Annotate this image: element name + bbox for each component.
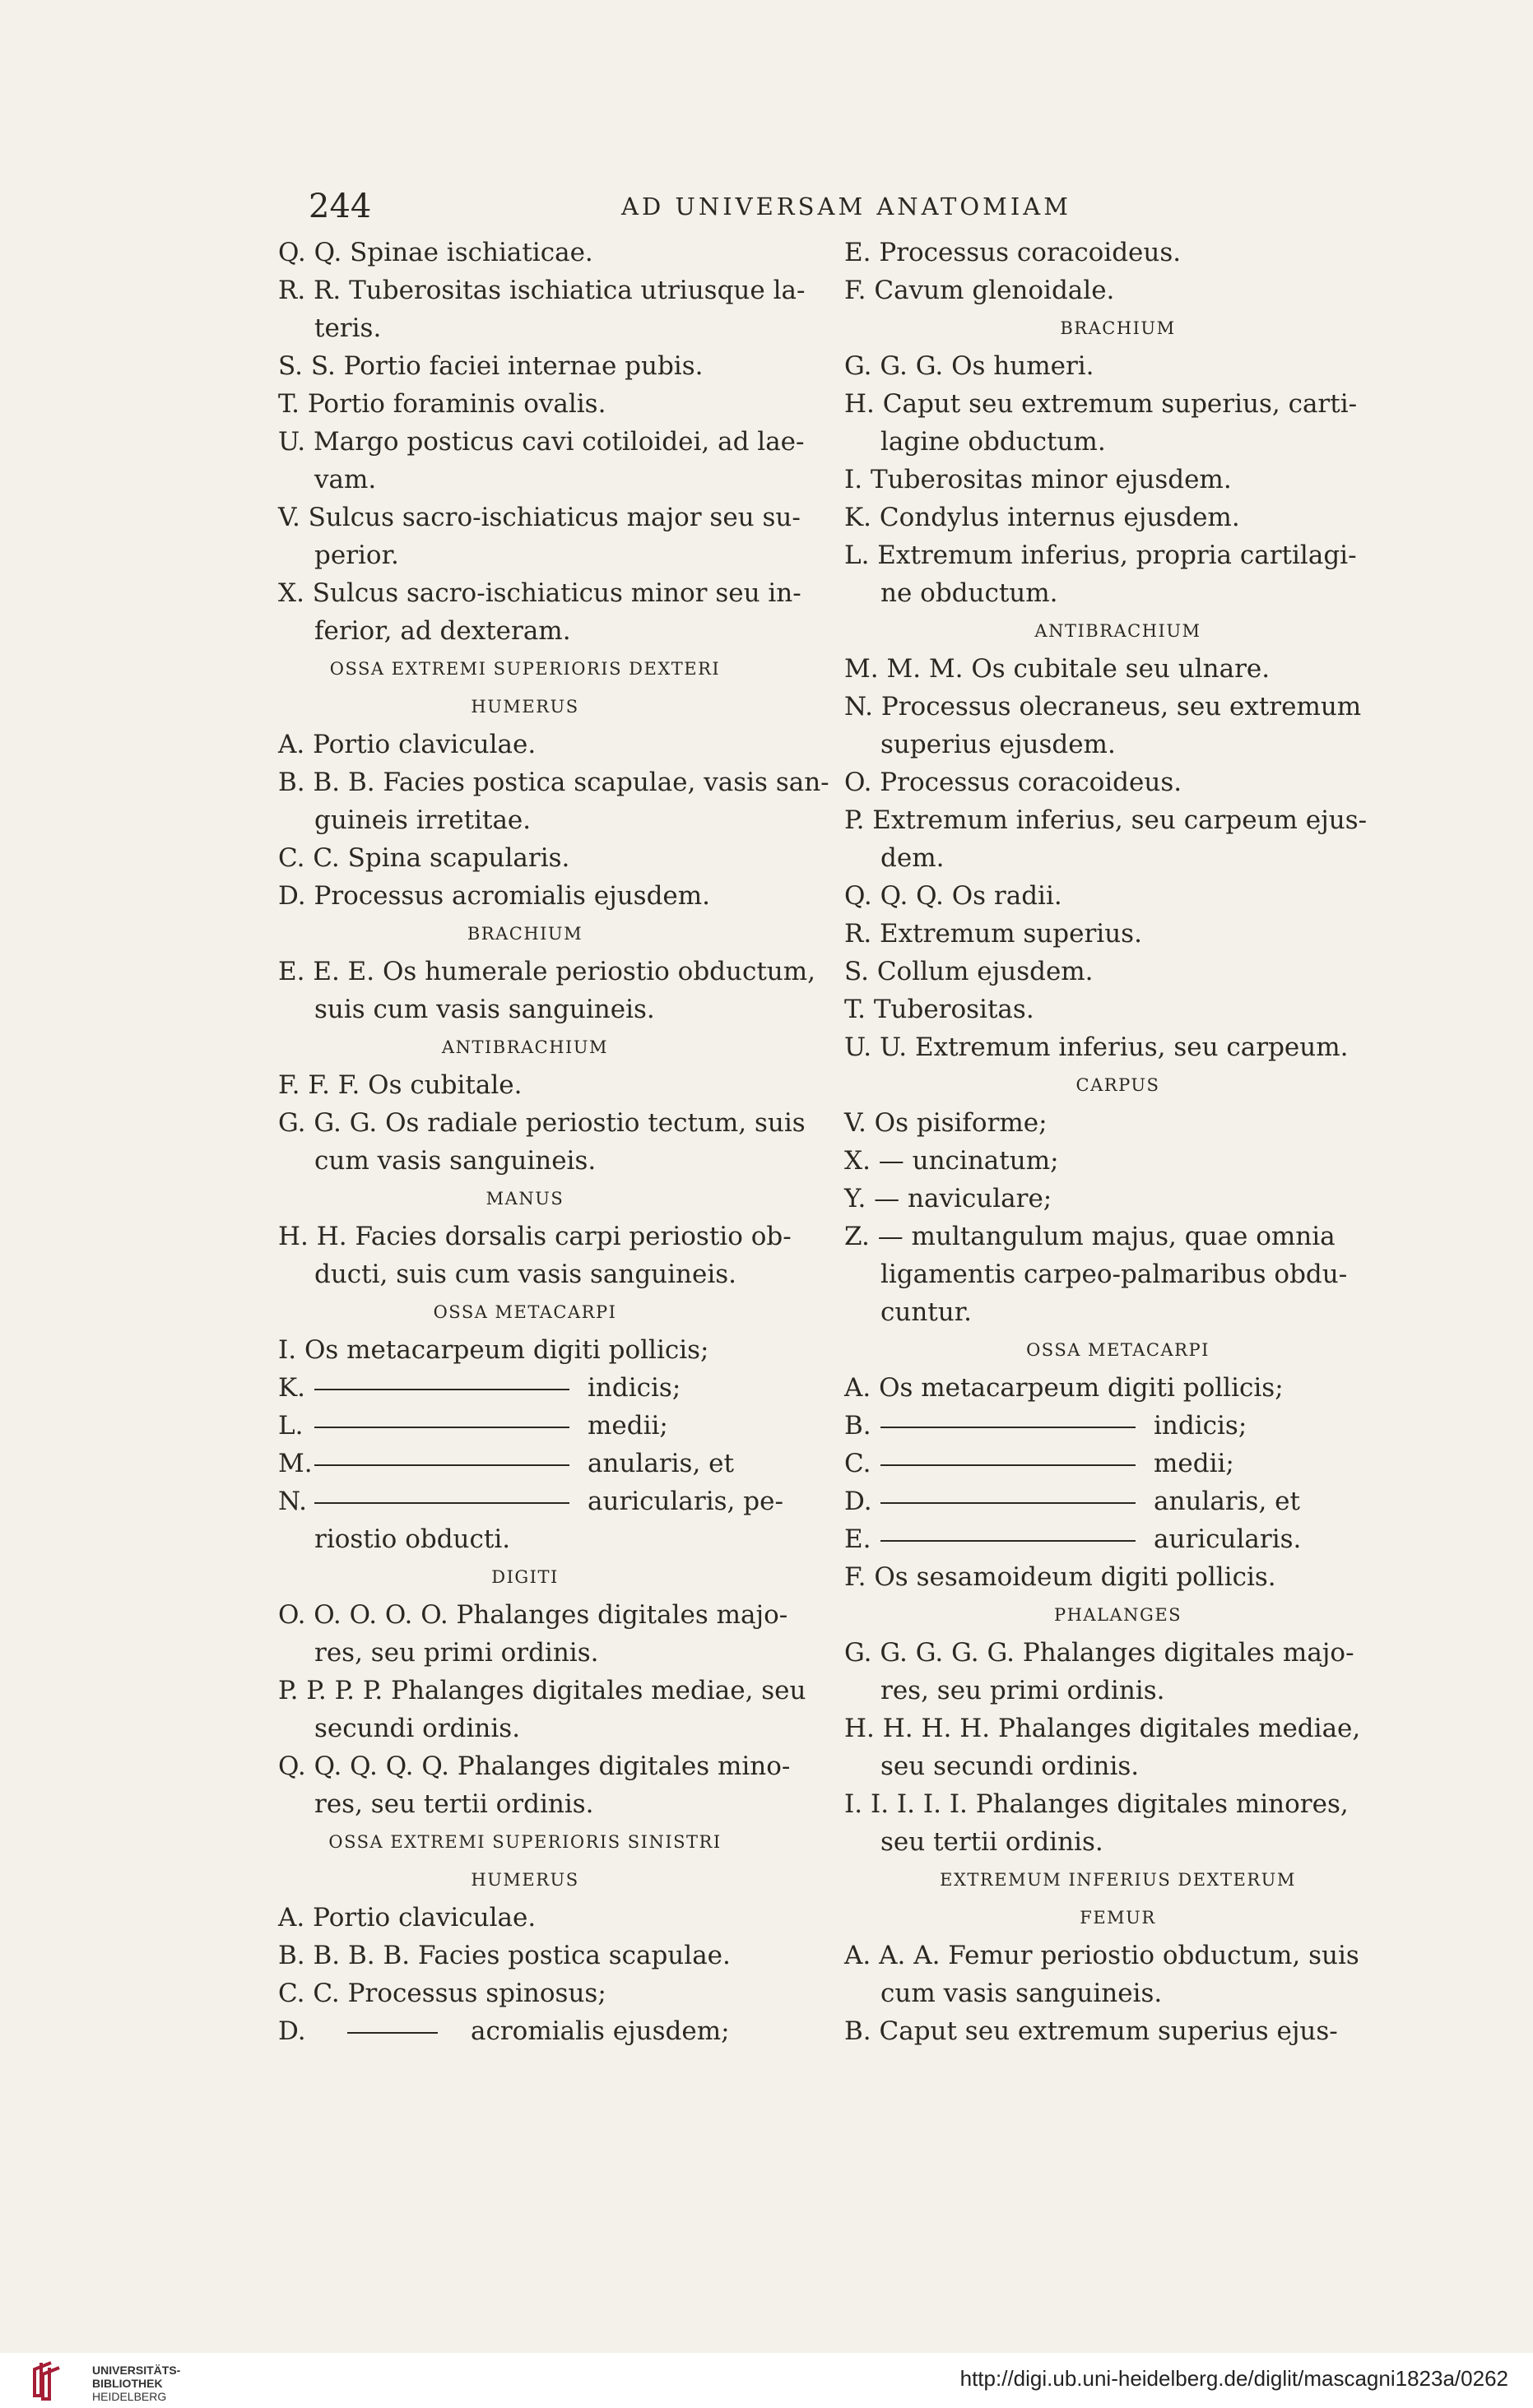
text-line: I. Tuberositas minor ejusdem. (844, 465, 1232, 494)
text-line: O. Processus coracoideus. (844, 768, 1182, 797)
line-label: N. (278, 1487, 307, 1516)
text-line: F. F. F. Os cubitale. (278, 1070, 523, 1100)
text-line: vam. (314, 465, 377, 494)
running-head (309, 188, 1395, 229)
running-title: AD UNIVERSAM ANATOMIAM (621, 193, 1071, 220)
text-line: B. Caput seu extremum superius ejus- (844, 2016, 1338, 2046)
section-heading: BRACHIUM (1060, 318, 1176, 338)
ditto-rule (347, 2032, 438, 2034)
line-label: L. (278, 1411, 304, 1441)
text-line: U. U. Extremum inferius, seu carpeum. (844, 1032, 1349, 1062)
text-line: ne obductum. (880, 578, 1058, 608)
text-line: B. B. B. Facies postica scapulae, vasis san- (278, 768, 829, 797)
section-heading: OSSA EXTREMI SUPERIORIS SINISTRI (328, 1832, 722, 1852)
text-line: D. Processus acromialis ejusdem. (278, 881, 711, 911)
line-text: anularis, et (588, 1449, 734, 1478)
text-line: E. E. E. Os humerale periostio obductum, (278, 957, 816, 986)
line-label: D. (278, 2016, 306, 2046)
text-line: guineis irretitae. (314, 805, 532, 835)
text-line: O. O. O. O. O. Phalanges digitales majo- (278, 1600, 788, 1630)
text-line: seu tertii ordinis. (880, 1827, 1103, 1857)
text-line-ditto (278, 1482, 783, 1520)
text-line: res, seu primi ordinis. (880, 1676, 1165, 1705)
text-line: N. Processus olecraneus, seu extremum (844, 692, 1362, 721)
library-name: UNIVERSITÄTS- BIBLIOTHEK HEIDELBERG (92, 2364, 181, 2403)
line-text: medii; (1154, 1449, 1234, 1478)
text-line: S. Collum ejusdem. (844, 957, 1094, 986)
text-line: Y. — naviculare; (844, 1184, 1052, 1213)
line-text: medii; (588, 1411, 668, 1441)
line-label: C. (844, 1449, 871, 1478)
text-line-ditto (844, 1407, 1391, 1445)
text-line: G. G. G. G. G. Phalanges digitales majo- (844, 1638, 1354, 1668)
text-line: R. R. Tuberositas ischiatica utriusque la- (278, 276, 806, 305)
text-line: cum vasis sanguineis. (314, 1146, 597, 1176)
line-label: K. (278, 1373, 306, 1403)
text-line: H. H. Facies dorsalis carpi periostio ob- (278, 1222, 792, 1251)
text-line-ditto (844, 1482, 1391, 1520)
ditto-rule (314, 1502, 569, 1504)
line-label: M. (278, 1449, 313, 1478)
section-heading: BRACHIUM (467, 924, 583, 944)
section-heading: OSSA EXTREMI SUPERIORIS DEXTERI (329, 659, 721, 679)
text-line: cuntur. (880, 1297, 972, 1327)
text-line: ligamentis carpeo-palmaribus obdu- (880, 1260, 1348, 1289)
section-heading: HUMERUS (471, 697, 579, 717)
page-number: 244 (309, 188, 372, 225)
text-line: suis cum vasis sanguineis. (314, 995, 655, 1024)
text-line: Q. Q. Q. Q. Q. Phalanges digitales mino- (278, 1751, 791, 1781)
text-line: F. Cavum glenoidale. (844, 276, 1115, 305)
text-line: perior. (314, 541, 399, 570)
text-line: ducti, suis cum vasis sanguineis. (314, 1260, 737, 1289)
text-line: K. Condylus internus ejusdem. (844, 503, 1240, 532)
text-line-ditto (278, 1369, 772, 1407)
text-line-ditto (278, 1407, 772, 1445)
text-line: M. M. M. Os cubitale seu ulnare. (844, 654, 1271, 684)
text-line: G. G. G. Os humeri. (844, 351, 1094, 381)
text-line: V. Sulcus sacro-ischiaticus major seu su- (278, 503, 801, 532)
text-line: B. B. B. B. Facies postica scapulae. (278, 1941, 731, 1970)
text-line-ditto (278, 1445, 772, 1482)
text-line: res, seu tertii ordinis. (314, 1789, 594, 1819)
text-line: T. Portio foraminis ovalis. (278, 389, 606, 419)
text-line: lagine obductum. (880, 427, 1106, 457)
ditto-rule (880, 1464, 1136, 1466)
text-line: U. Margo posticus cavi cotiloidei, ad lae- (278, 427, 805, 457)
text-line: C. C. Spina scapularis. (278, 843, 570, 873)
line-text: indicis; (588, 1373, 681, 1403)
section-heading: MANUS (485, 1189, 564, 1209)
text-line-ditto (844, 1520, 1391, 1558)
text-line: V. Os pisiforme; (844, 1108, 1048, 1138)
ditto-rule (314, 1427, 569, 1428)
text-line-ditto (278, 2012, 772, 2050)
ditto-rule (880, 1540, 1136, 1542)
section-heading: ANTIBRACHIUM (441, 1037, 609, 1057)
text-line: H. Caput seu extremum superius, carti- (844, 389, 1358, 419)
section-heading: FEMUR (1080, 1908, 1156, 1928)
text-line: teris. (314, 313, 382, 343)
text-line: R. Extremum superius. (844, 919, 1142, 949)
ditto-rule (314, 1389, 569, 1390)
text-line: cum vasis sanguineis. (880, 1979, 1163, 2008)
text-line: L. Extremum inferius, propria cartilagi- (844, 541, 1357, 570)
line-text: anularis, et (1154, 1487, 1300, 1516)
text-line: Q. Q. Spinae ischiaticae. (278, 238, 593, 267)
text-line: E. Processus coracoideus. (844, 238, 1182, 267)
viewer-footer (0, 2353, 1533, 2408)
text-line: A. Os metacarpeum digiti pollicis; (844, 1373, 1284, 1403)
text-line: A. A. A. Femur periostio obductum, suis (844, 1941, 1359, 1970)
text-line: G. G. G. Os radiale periostio tectum, suis (278, 1108, 806, 1138)
right-column (844, 234, 1391, 2050)
ditto-rule (880, 1502, 1136, 1504)
section-heading: CARPUS (1075, 1075, 1160, 1095)
text-line: A. Portio claviculae. (278, 1903, 537, 1932)
text-line: res, seu primi ordinis. (314, 1638, 599, 1668)
text-line: ferior, ad dexteram. (314, 616, 571, 646)
section-heading: OSSA METACARPI (433, 1302, 617, 1322)
text-line: P. Extremum inferius, seu carpeum ejus- (844, 805, 1368, 835)
text-line: A. Portio claviculae. (278, 730, 537, 759)
text-line: riostio obducti. (314, 1524, 511, 1554)
left-column (278, 234, 829, 2050)
section-heading: ANTIBRACHIUM (1034, 621, 1201, 641)
section-heading: OSSA METACARPI (1026, 1340, 1210, 1360)
section-heading: PHALANGES (1053, 1605, 1182, 1625)
library-logo-icon (31, 2359, 81, 2402)
text-line: H. H. H. H. Phalanges digitales mediae, (844, 1714, 1361, 1743)
text-line: X. Sulcus sacro-ischiaticus minor seu in- (278, 578, 801, 608)
ditto-rule (880, 1427, 1136, 1428)
section-heading: EXTREMUM INFERIUS DEXTERUM (940, 1870, 1296, 1890)
text-line: F. Os sesamoideum digiti pollicis. (844, 1562, 1276, 1592)
text-line: Z. — multangulum majus, quae omnia (844, 1222, 1336, 1251)
line-text: auricularis. (1154, 1524, 1302, 1554)
text-line: seu secundi ordinis. (880, 1751, 1140, 1781)
text-line: P. P. P. P. Phalanges digitales mediae, seu (278, 1676, 806, 1705)
text-line: I. I. I. I. I. Phalanges digitales minores, (844, 1789, 1349, 1819)
text-line: C. C. Processus spinosus; (278, 1979, 606, 2008)
text-line: S. S. Portio faciei internae pubis. (278, 351, 704, 381)
line-label: D. (844, 1487, 872, 1516)
line-text: indicis; (1154, 1411, 1247, 1441)
text-line: secundi ordinis. (314, 1714, 521, 1743)
line-text: auricularis, pe- (588, 1487, 783, 1516)
text-line-ditto (844, 1445, 1391, 1482)
text-line: X. — uncinatum; (844, 1146, 1059, 1176)
text-line: T. Tuberositas. (844, 995, 1034, 1024)
section-heading: HUMERUS (471, 1870, 579, 1890)
section-heading: DIGITI (491, 1567, 559, 1587)
line-label: B. (844, 1411, 871, 1441)
text-line: dem. (880, 843, 945, 873)
line-label: E. (844, 1524, 871, 1554)
ditto-rule (314, 1464, 569, 1466)
text-line: superius ejusdem. (880, 730, 1116, 759)
permalink-url[interactable]: http://digi.ub.uni-heidelberg.de/diglit/mascagni1823a/0262 (959, 2366, 1508, 2391)
text-line: I. Os metacarpeum digiti pollicis; (278, 1335, 709, 1365)
text-line: Q. Q. Q. Os radii. (844, 881, 1062, 911)
line-text: acromialis ejusdem; (471, 2016, 730, 2046)
